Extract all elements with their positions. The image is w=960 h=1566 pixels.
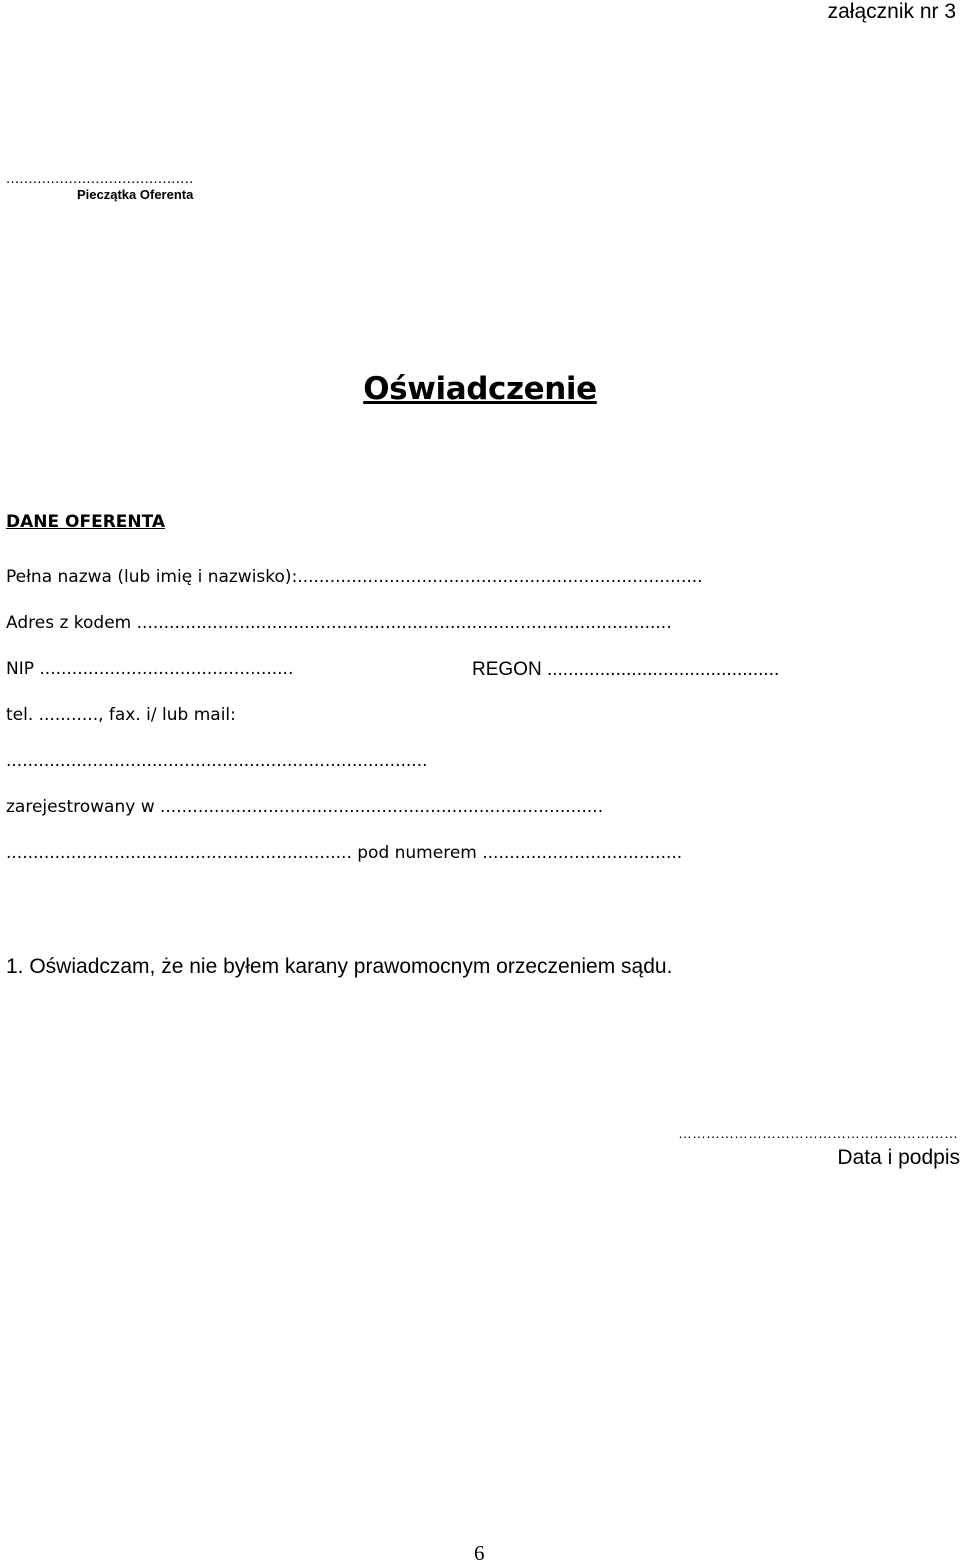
field-full-name: Pełna nazwa (lub imię i nazwisko):........................................................................... <box>6 567 703 587</box>
stamp-placeholder: .......................................... <box>6 170 194 187</box>
page-title: Oświadczenie <box>363 371 597 407</box>
section-heading: DANE OFERENTA <box>6 512 166 532</box>
field-nip: NIP ............................................... <box>6 659 294 679</box>
field-regon: REGON ............................................ <box>472 659 780 680</box>
signature-line: …………………………………………………… <box>678 1125 958 1141</box>
page-number: 6 <box>474 1541 485 1565</box>
field-contact-value: .............................................................................. <box>6 751 428 771</box>
field-registered-number: ................................................................ pod numerem ..................................... <box>6 843 683 863</box>
stamp-label: Pieczątka Oferenta <box>77 187 194 202</box>
signature-label: Data i podpis <box>837 1146 960 1169</box>
field-address: Adres z kodem ................................................................................................... <box>6 613 672 633</box>
field-registered-in: zarejestrowany w .................................................................................. <box>6 797 604 817</box>
field-contact: tel. ..........., fax. i/ lub mail: <box>6 705 236 725</box>
attachment-label: załącznik nr 3 <box>827 0 956 23</box>
statement-item: 1. Oświadczam, że nie byłem karany prawomocnym orzeczeniem sądu. <box>6 955 673 978</box>
